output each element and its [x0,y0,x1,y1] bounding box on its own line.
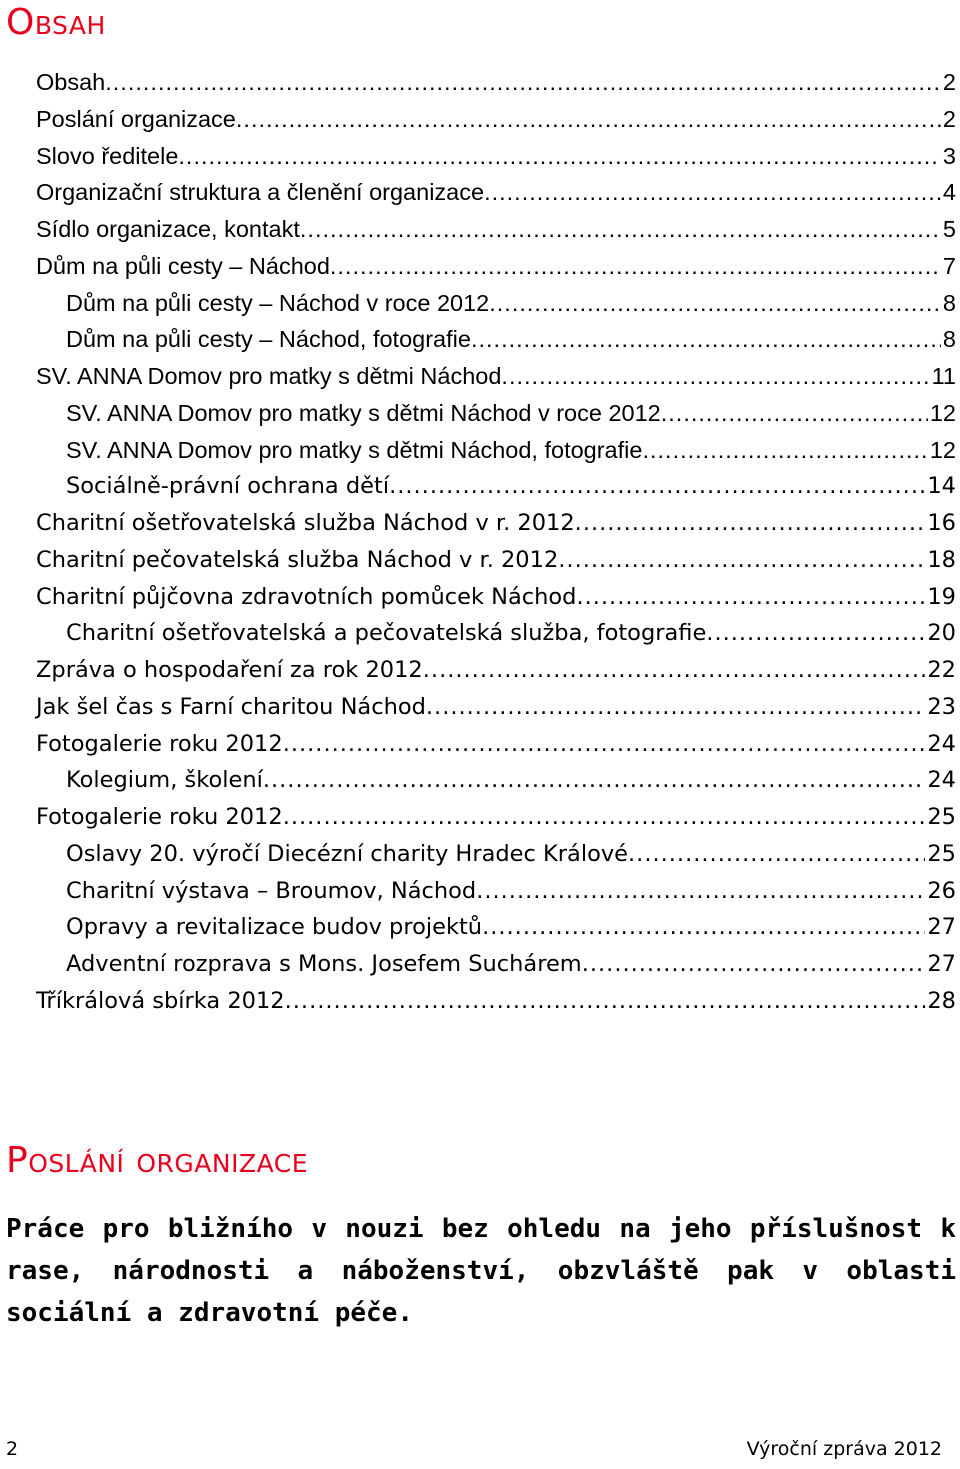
toc-dot-leader [661,395,928,432]
toc-entry-title: Dům na půli cesty – Náchod v roce 2012 [66,289,490,316]
toc-entry[interactable] [36,762,956,799]
toc-entry-title: Dům na půli cesty – Náchod, fotografie [66,326,471,353]
toc-entry-page: 27 [927,914,956,941]
toc-entry-title: Kolegium, školení [66,767,263,794]
toc-dot-leader [628,836,925,873]
toc-dot-leader [471,321,941,358]
toc-entry-title: Opravy a revitalizace budov projektů [66,914,483,941]
toc-entry-page: 24 [927,730,956,757]
toc-dot-leader [426,689,925,726]
toc-entry[interactable] [36,799,956,836]
toc-dot-leader [389,468,925,505]
toc-entry[interactable] [36,873,956,910]
toc-entry-title: Poslání organizace [36,105,236,132]
toc-entry-title: SV. ANNA Domov pro matky s dětmi Náchod [36,363,502,389]
toc-entry-title: Dům na půli cesty – Náchod [36,252,330,279]
toc-entry[interactable] [36,468,956,505]
mission-heading: Poslání organizace [6,1140,309,1181]
toc-entry-page: 27 [927,951,956,977]
toc-entry[interactable] [36,542,956,579]
toc-entry-page: 25 [927,840,956,867]
toc-dot-leader [283,799,926,836]
toc-dot-leader [482,909,925,946]
toc-dot-leader [558,542,925,579]
toc-dot-leader [236,101,941,138]
toc-dot-leader [263,762,926,799]
toc-entry-title: Sociálně-právní ochrana dětí [66,473,390,500]
toc-entry[interactable] [36,909,956,946]
toc-dot-leader [423,652,926,689]
toc-entry[interactable] [36,248,956,285]
toc-dot-leader [576,579,925,616]
toc-entry[interactable] [36,689,956,726]
toc-entry[interactable] [36,615,956,652]
toc-entry-title: Charitní pečovatelská služba Náchod v r. 2012 [36,546,559,573]
toc-entry-title: Slovo ředitele [36,142,179,169]
toc-entry-page: 2 [942,105,956,132]
toc-entry-page: 22 [927,657,956,683]
toc-entry-page: 23 [927,693,956,720]
toc-entry-page: 28 [927,987,956,1014]
toc-entry-page: 24 [927,767,956,794]
toc-entry[interactable] [36,652,956,689]
toc-entry[interactable] [36,138,956,175]
toc-entry-title: Charitní půjčovna zdravotních pomůcek Náchod [36,583,577,610]
toc-entry-page: 8 [942,326,956,353]
toc-entry-page: 14 [927,473,956,500]
toc-entry-page: 3 [942,142,956,169]
toc-dot-leader [283,726,926,763]
toc-entry-title: Tříkrálová sbírka 2012 [36,987,285,1014]
toc-entry-page: 12 [929,399,956,426]
toc-entry[interactable] [36,579,956,616]
toc-dot-leader [178,138,941,175]
toc-entry-title: Obsah [36,69,106,95]
toc-dot-leader [105,64,941,101]
toc-entry[interactable] [36,358,956,395]
toc-entry[interactable] [36,395,956,432]
toc-dot-leader [489,285,941,322]
toc-entry-title: Jak šel čas s Farní charitou Náchod [36,693,426,720]
footer-page-number: 2 [6,1438,19,1460]
toc-entry-title: Charitní ošetřovatelská a pečovatelská služba, fotografie [66,620,707,647]
toc-dot-leader [285,983,926,1020]
toc-entry[interactable] [36,432,956,469]
toc-dot-leader [575,505,926,542]
toc-entry-title: Organizační struktura a členění organizace [36,179,485,206]
toc-entry-title: Zpráva o hospodaření za rok 2012 [36,657,423,683]
toc-heading: Obsah [6,2,106,43]
toc-entry-page: 18 [927,546,956,573]
toc-entry[interactable] [36,101,956,138]
toc-entry-page: 2 [942,69,956,95]
toc-entry-page: 19 [927,583,956,610]
toc-dot-leader [476,873,925,910]
toc-entry[interactable] [36,285,956,322]
toc-entry-page: 5 [942,216,956,242]
toc-entry[interactable] [36,726,956,763]
toc-entry-title: Adventní rozprava s Mons. Josefem Suchárem [66,951,582,977]
toc-entry-page: 11 [931,363,956,389]
table-of-contents [36,64,956,1020]
toc-entry-page: 20 [927,620,956,647]
toc-entry-title: SV. ANNA Domov pro matky s dětmi Náchod, fotografie [66,436,643,463]
toc-entry[interactable] [36,174,956,211]
toc-entry[interactable] [36,505,956,542]
toc-entry-page: 7 [942,252,956,279]
toc-entry[interactable] [36,64,956,101]
toc-dot-leader [501,358,929,395]
toc-dot-leader [330,248,941,285]
toc-entry-title: Fotogalerie roku 2012 [36,730,283,757]
toc-entry-title: Sídlo organizace, kontakt [36,216,300,242]
footer-report-name: Výroční zpráva 2012 [746,1438,942,1460]
toc-entry-title: Oslavy 20. výročí Diecézní charity Hradec Králové [66,840,629,867]
mission-statement: Práce pro bližního v nouzi bez ohledu na jeho příslušnost k rase, národnosti a náboženství, obzvláště pak v oblasti sociální a zdravotní péče. [6,1214,956,1328]
toc-entry[interactable] [36,321,956,358]
toc-entry[interactable] [36,836,956,873]
toc-entry-page: 8 [942,289,956,316]
toc-entry[interactable] [36,983,956,1020]
toc-entry-title: Charitní ošetřovatelská služba Náchod v r. 2012 [36,510,575,536]
toc-dot-leader [642,432,927,469]
toc-entry-title: SV. ANNA Domov pro matky s dětmi Náchod v roce 2012 [66,399,661,426]
toc-entry-page: 26 [927,877,956,904]
toc-entry[interactable] [36,211,956,248]
toc-dot-leader [300,211,941,248]
toc-dot-leader [484,174,941,211]
toc-dot-leader [706,615,925,652]
toc-entry-page: 16 [927,510,956,536]
toc-dot-leader [582,946,926,983]
toc-entry-page: 4 [942,179,956,206]
toc-entry-page: 12 [929,436,956,463]
toc-entry-title: Fotogalerie roku 2012 [36,804,283,830]
toc-entry-page: 25 [927,804,956,830]
toc-entry-title: Charitní výstava – Broumov, Náchod [66,877,477,904]
toc-entry[interactable] [36,946,956,983]
